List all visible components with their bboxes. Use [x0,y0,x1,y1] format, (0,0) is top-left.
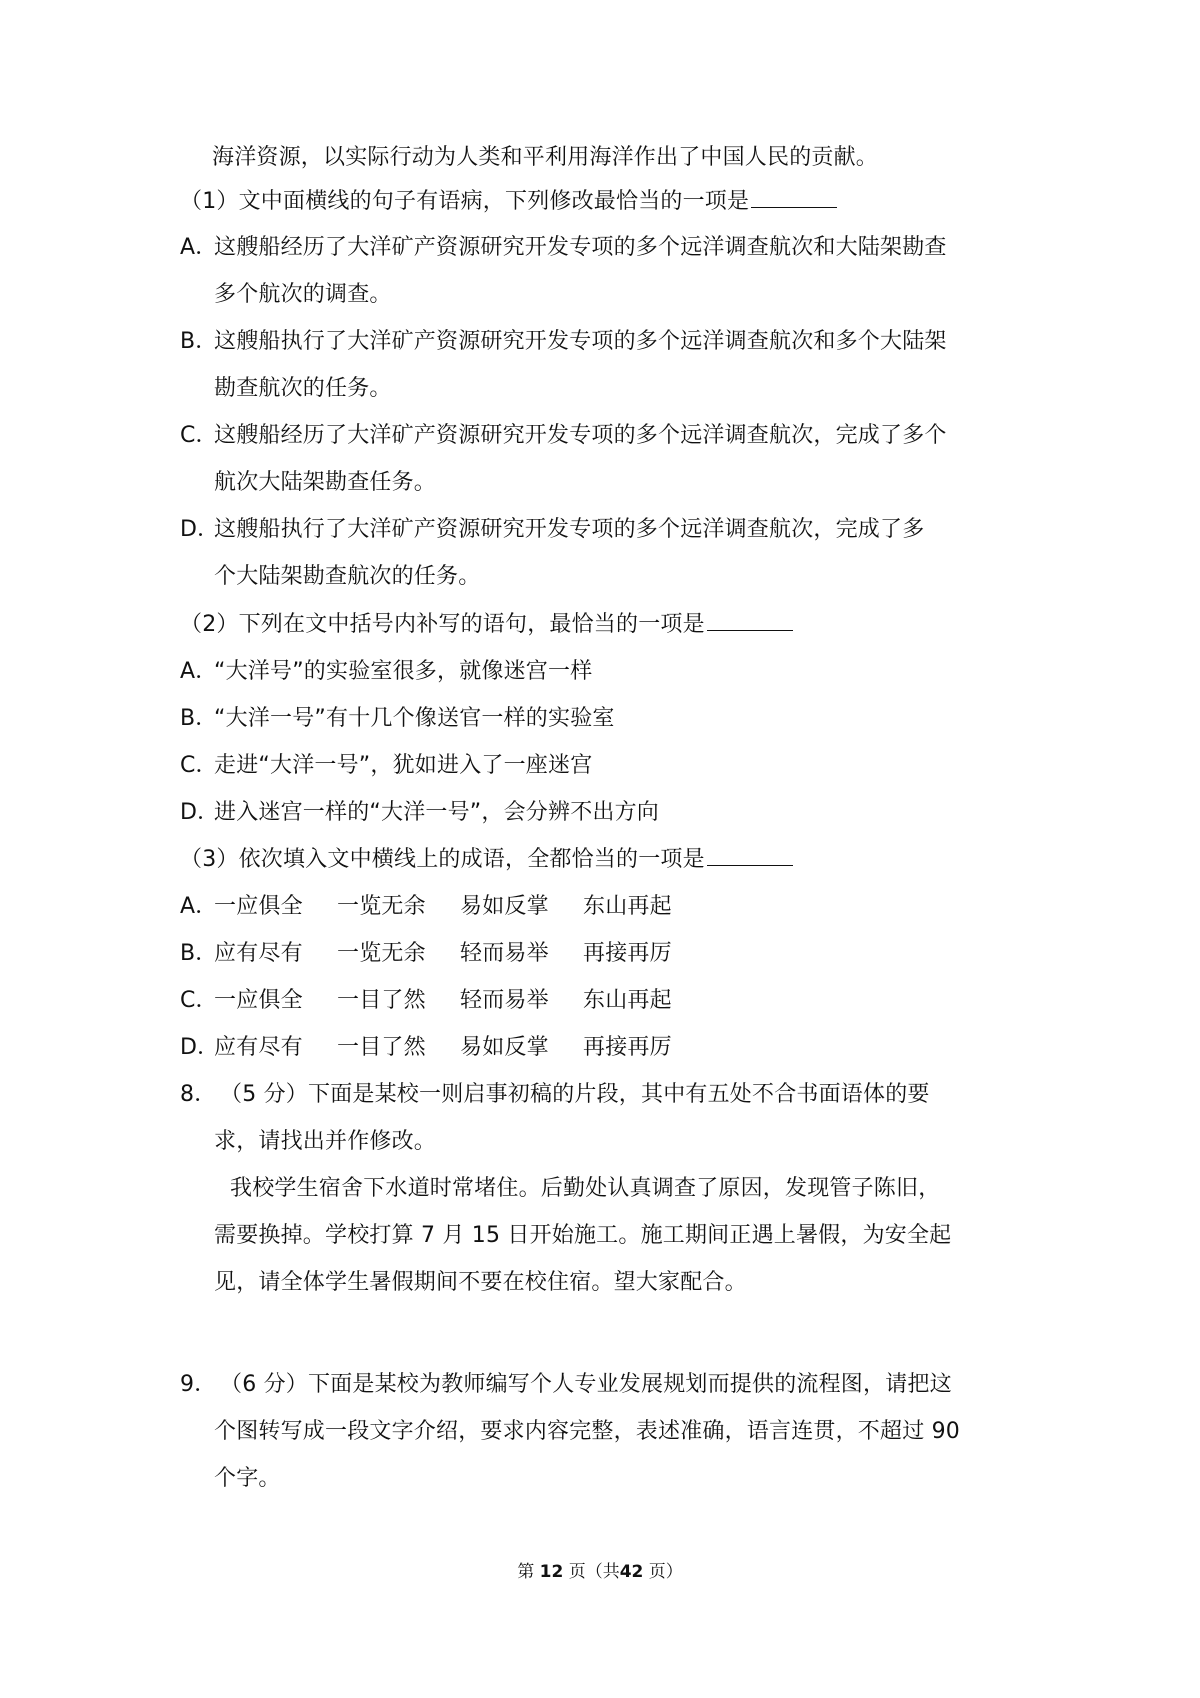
idiom: 一应俱全 [214,894,303,919]
footer-suffix: 页） [648,1562,683,1582]
option-text: “大洋一号”有十几个像送官一样的实验室 [214,706,615,731]
q1-option-d [180,515,924,545]
q3-prompt-text: （3）依次填入文中横线上的成语，全都恰当的一项是 [180,847,705,872]
question-8-cont: 求，请找出并作修改。 [214,1129,437,1154]
question-number: 9． [180,1372,217,1397]
question-text: （6 分）下面是某校为教师编写个人专业发展规划而提供的流程图，请把这 [220,1372,952,1397]
option-letter: B． [180,329,218,354]
q3-prompt [180,845,793,875]
option-letter: D． [180,1035,220,1060]
question-text: （5 分）下面是某校一则启事初稿的片段，其中有五处不合书面语体的要 [220,1082,930,1107]
notice-line-1: 我校学生宿舍下水道时常堵住。后勤处认真调查了原因，发现管子陈旧， [230,1176,941,1201]
question-8 [180,1080,930,1110]
q2-option-b [180,704,615,734]
option-letter: D． [180,800,220,825]
q1-option-d-cont: 个大陆架勘查航次的任务。 [214,564,481,589]
option-letter: A． [180,659,218,684]
option-text: 这艘船执行了大洋矿产资源研究开发专项的多个远洋调查航次，完成了多 [214,517,925,542]
q3-option-b [180,939,706,969]
q1-option-c [180,421,947,451]
q3-option-a [180,892,706,922]
idiom: 一目了然 [337,988,426,1013]
q3-answer-blank [707,845,793,866]
idiom: 一览无余 [337,894,426,919]
idiom: 再接再厉 [583,1035,672,1060]
question-number: 8． [180,1082,217,1107]
idiom: 应有尽有 [214,941,303,966]
q2-option-c [180,751,592,781]
footer-prefix: 第 [517,1562,535,1582]
idiom: 应有尽有 [214,1035,303,1060]
option-text: 这艘船经历了大洋矿产资源研究开发专项的多个远洋调查航次，完成了多个 [214,423,947,448]
notice-line-3: 见，请全体学生暑假期间不要在校住宿。望大家配合。 [214,1270,747,1295]
q2-prompt [180,610,793,640]
q2-answer-blank [707,610,793,631]
q1-prompt-text: （1）文中面横线的句子有语病，下列修改最恰当的一项是 [180,189,750,214]
q1-option-a [180,233,947,263]
idiom: 轻而易举 [460,988,549,1013]
q2-option-a [180,657,592,687]
idiom: 易如反掌 [460,1035,549,1060]
option-letter: C． [180,753,218,778]
footer-page-number: 12 [539,1562,564,1582]
option-text: 走进“大洋一号”，犹如进入了一座迷宫 [214,753,593,778]
option-letter: C． [180,423,218,448]
idiom: 易如反掌 [460,894,549,919]
idiom: 一应俱全 [214,988,303,1013]
q1-option-a-cont: 多个航次的调查。 [214,282,392,307]
q1-answer-blank [751,187,837,208]
option-text: “大洋号”的实验室很多，就像迷宫一样 [214,659,593,684]
q1-option-b-cont: 勘查航次的任务。 [214,376,392,401]
option-text: 进入迷宫一样的“大洋一号”，会分辨不出方向 [214,800,659,825]
question-9-cont-2: 个字。 [214,1466,281,1491]
q1-option-b [180,327,947,357]
page-footer [0,1560,1200,1584]
notice-line-2: 需要换掉。学校打算 7 月 15 日开始施工。施工期间正遇上暑假，为安全起 [214,1223,952,1248]
option-letter: C． [180,988,218,1013]
option-letter: B． [180,706,218,731]
option-text: 这艘船经历了大洋矿产资源研究开发专项的多个远洋调查航次和大陆架勘查 [214,235,947,260]
q3-option-c [180,986,706,1016]
option-letter: D． [180,517,220,542]
idiom: 东山再起 [583,988,672,1013]
q1-prompt [180,187,837,217]
option-text: 这艘船执行了大洋矿产资源研究开发专项的多个远洋调查航次和多个大陆架 [214,329,947,354]
idiom: 东山再起 [583,894,672,919]
q2-prompt-text: （2）下列在文中括号内补写的语句，最恰当的一项是 [180,612,705,637]
q2-option-d [180,798,659,828]
idiom: 一览无余 [337,941,426,966]
question-9-cont-1: 个图转写成一段文字介绍，要求内容完整，表述准确，语言连贯，不超过 90 [214,1419,960,1444]
option-letter: B． [180,941,218,966]
passage-tail: 海洋资源，以实际行动为人类和平利用海洋作出了中国人民的贡献。 [212,145,879,170]
option-letter: A． [180,235,218,260]
option-letter: A． [180,894,218,919]
footer-total-pages: 42 [619,1562,644,1582]
q3-option-d [180,1033,706,1063]
idiom: 一目了然 [337,1035,426,1060]
question-9 [180,1370,952,1400]
idiom: 再接再厉 [583,941,672,966]
footer-middle: 页（共 [568,1562,620,1582]
q1-option-c-cont: 航次大陆架勘查任务。 [214,470,437,495]
idiom: 轻而易举 [460,941,549,966]
